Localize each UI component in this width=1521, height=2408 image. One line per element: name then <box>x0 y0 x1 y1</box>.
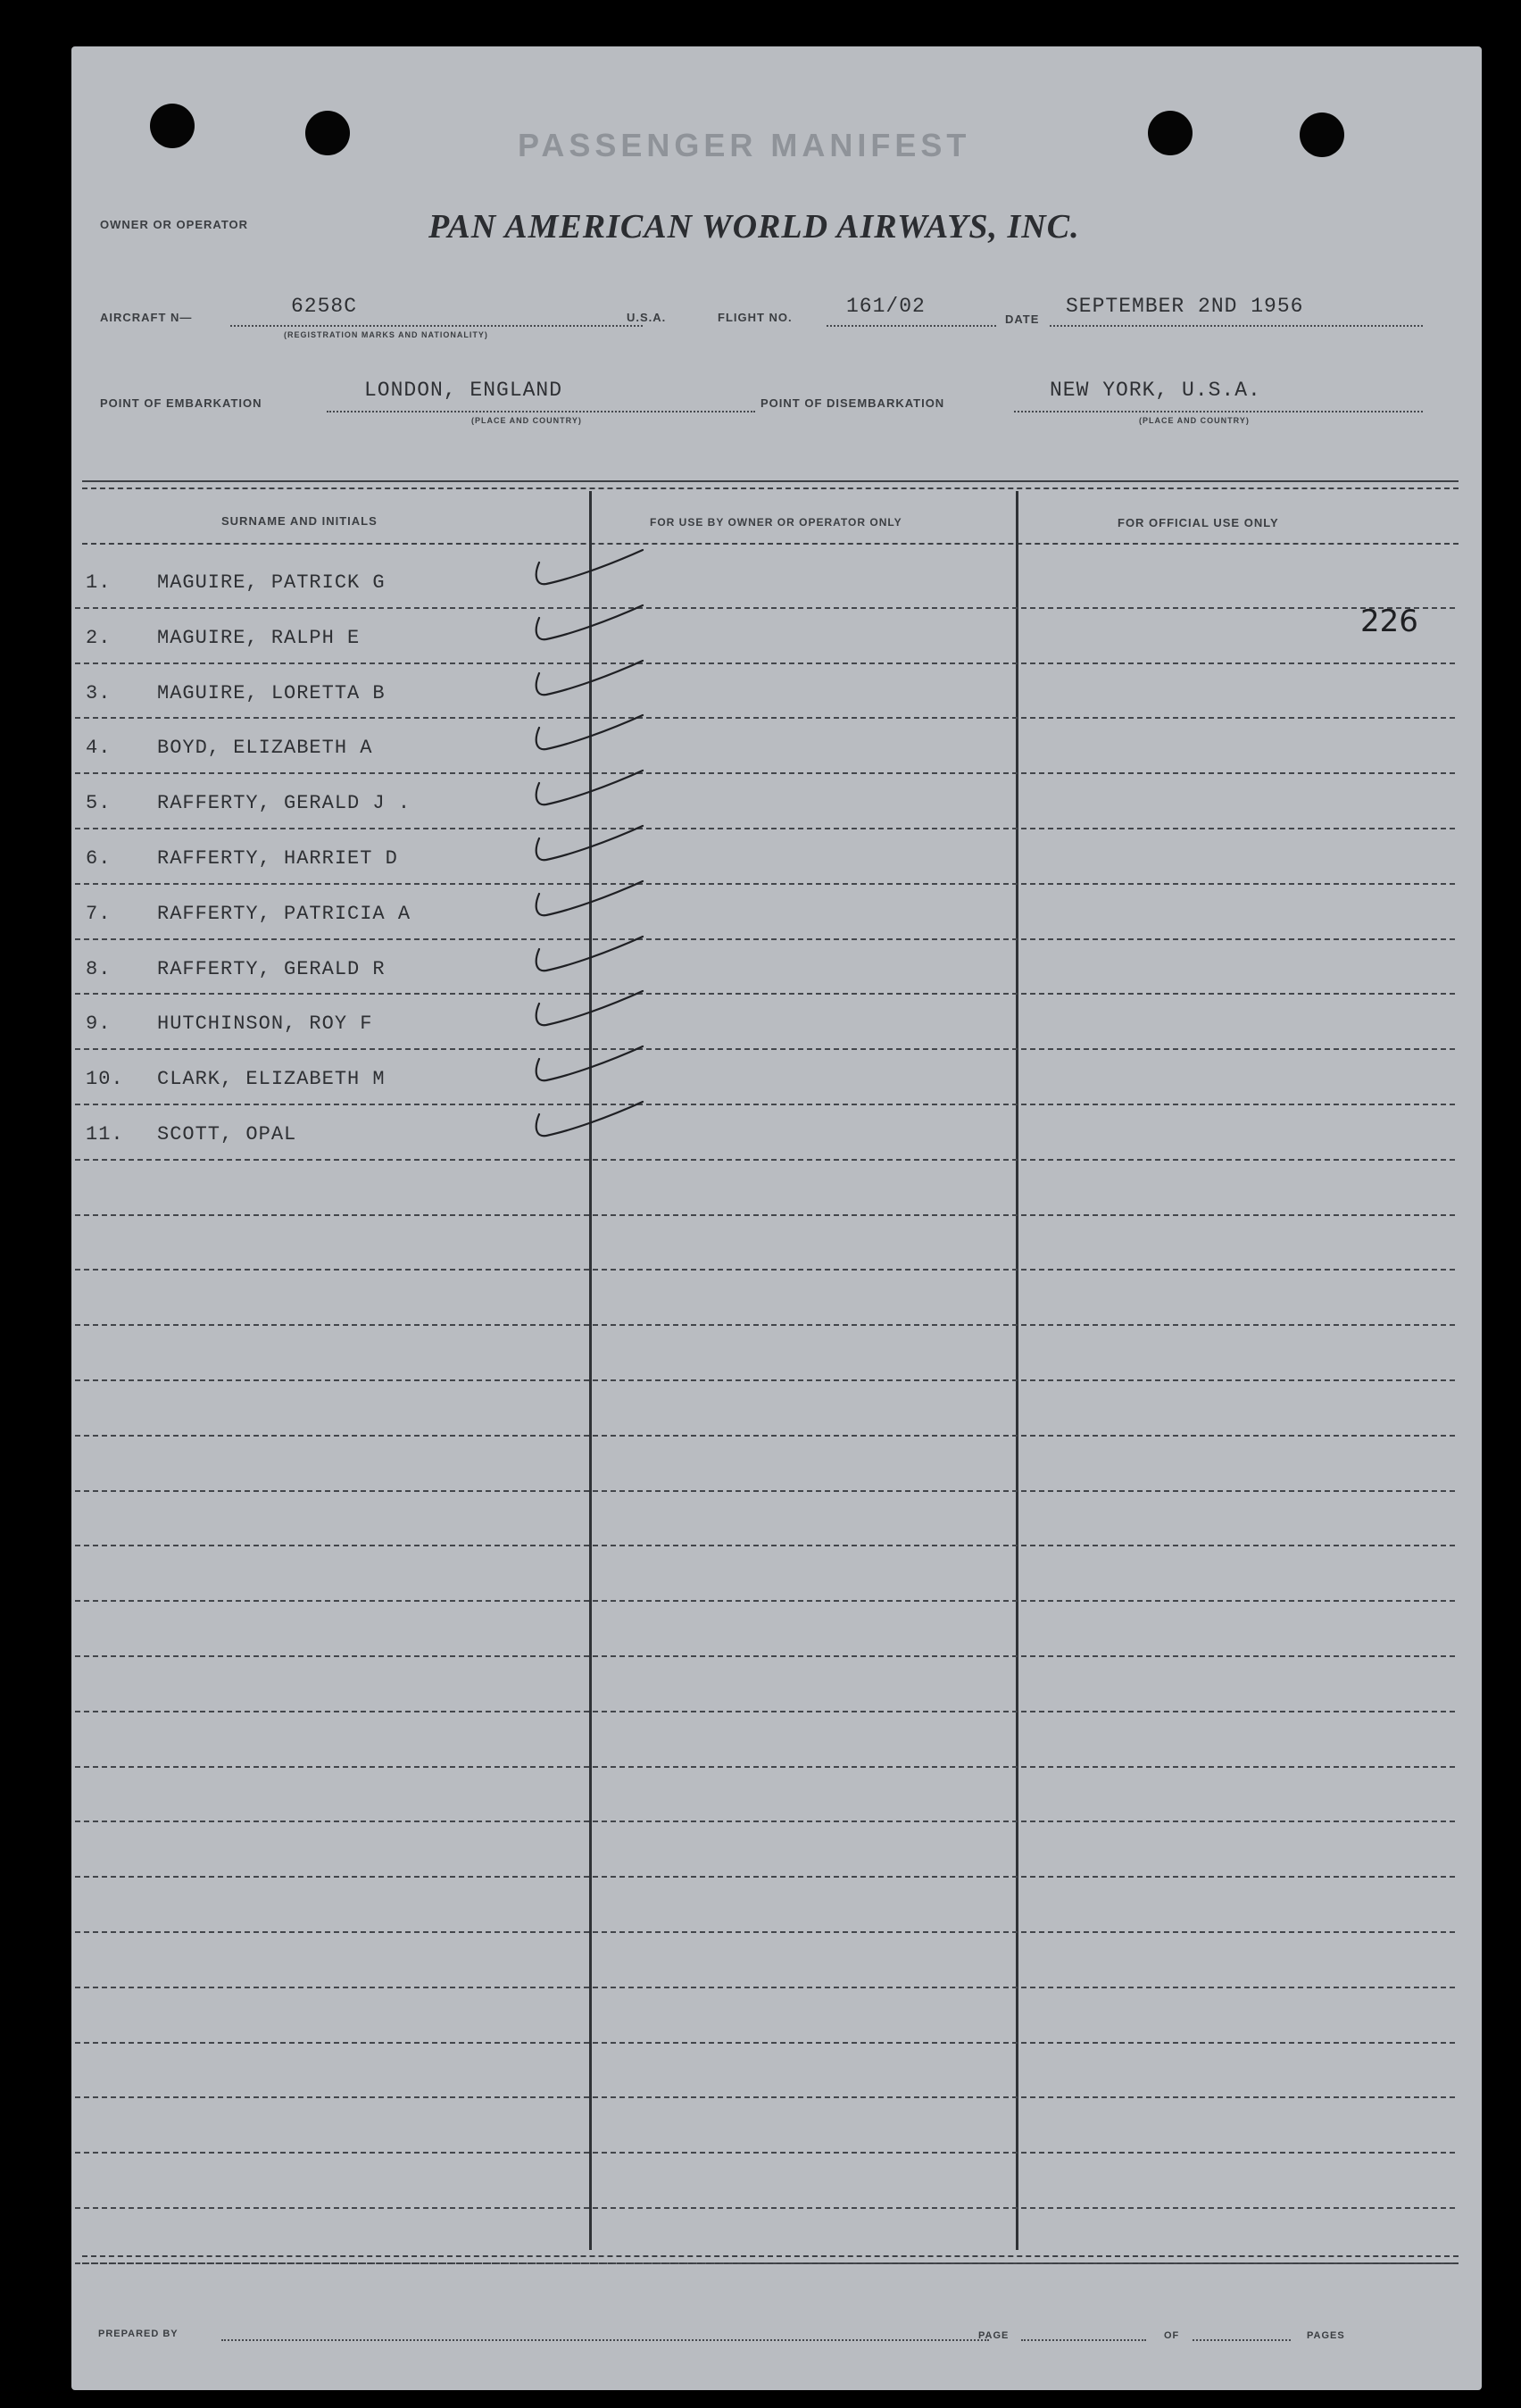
check-mark-icon <box>527 655 652 709</box>
row-rule <box>75 828 1455 829</box>
row-rule <box>75 938 1455 940</box>
passenger-row <box>86 792 411 814</box>
row-rule <box>75 1821 1455 1822</box>
row-rule <box>75 1159 1455 1161</box>
check-mark-icon <box>527 1096 652 1150</box>
check-mark-icon <box>527 710 652 763</box>
passenger-name: RAFFERTY, PATRICIA A <box>157 903 411 925</box>
passenger-name: MAGUIRE, RALPH E <box>157 627 361 649</box>
usa-label: U.S.A. <box>627 311 667 324</box>
disembarkation-value: NEW YORK, U.S.A. <box>1050 379 1261 402</box>
row-rule <box>75 1048 1455 1050</box>
official-stamp-number: 226 <box>1360 604 1418 639</box>
row-rule <box>75 1711 1455 1712</box>
column-header-official-use: FOR OFFICIAL USE ONLY <box>1118 516 1279 529</box>
row-rule <box>75 1490 1455 1492</box>
passenger-name: MAGUIRE, PATRICK G <box>157 571 386 594</box>
passenger-number: 1. <box>86 571 112 594</box>
passenger-number: 10. <box>86 1068 124 1090</box>
check-mark-icon <box>527 1041 652 1095</box>
passenger-name: RAFFERTY, GERALD J . <box>157 792 411 814</box>
date-label: DATE <box>1005 312 1040 326</box>
row-rule <box>75 1545 1455 1546</box>
row-rule <box>75 717 1455 719</box>
row-rule <box>75 1655 1455 1657</box>
row-rule <box>75 1104 1455 1105</box>
passenger-name: BOYD, ELIZABETH A <box>157 737 373 759</box>
embarkation-value: LONDON, ENGLAND <box>364 379 563 402</box>
row-rule <box>75 772 1455 774</box>
footer-prepared-by: PREPARED BY <box>98 2329 179 2339</box>
disembarkation-label: POINT OF DISEMBARKATION <box>760 396 945 410</box>
punch-hole-icon <box>1148 111 1193 155</box>
footer-pages: PAGES <box>1307 2330 1345 2341</box>
row-rule <box>75 1600 1455 1602</box>
check-mark-icon <box>527 876 652 929</box>
footer-page: PAGE <box>978 2330 1010 2341</box>
footer-of: OF <box>1164 2330 1180 2341</box>
passenger-row <box>86 1068 386 1090</box>
passenger-row <box>86 571 386 594</box>
column-header-owner-use: FOR USE BY OWNER OR OPERATOR ONLY <box>650 516 902 529</box>
owner-label: OWNER OR OPERATOR <box>100 218 249 231</box>
flight-value: 161/02 <box>846 295 926 318</box>
date-value: SEPTEMBER 2ND 1956 <box>1066 295 1304 318</box>
passenger-name: RAFFERTY, HARRIET D <box>157 847 398 870</box>
passenger-name: SCOTT, OPAL <box>157 1123 297 1146</box>
owner-value: PAN AMERICAN WORLD AIRWAYS, INC. <box>428 208 1080 246</box>
registration-caption: (REGISTRATION MARKS AND NATIONALITY) <box>284 330 488 339</box>
row-rule <box>75 1379 1455 1381</box>
row-rule <box>75 1766 1455 1768</box>
passenger-number: 3. <box>86 682 112 704</box>
flight-label: FLIGHT NO. <box>718 311 793 324</box>
passenger-row <box>86 737 372 759</box>
row-rule <box>75 2096 1455 2098</box>
row-rule <box>75 883 1455 885</box>
check-mark-icon <box>527 545 652 598</box>
row-rule <box>75 1214 1455 1216</box>
passenger-row <box>86 627 360 649</box>
punch-hole-icon <box>1300 112 1344 157</box>
passenger-number: 11. <box>86 1123 124 1146</box>
check-mark-icon <box>527 986 652 1039</box>
aircraft-label: AIRCRAFT N— <box>100 311 193 324</box>
passenger-row <box>86 1123 296 1146</box>
passenger-number: 9. <box>86 1012 112 1035</box>
passenger-row <box>86 682 386 704</box>
row-rule <box>75 2152 1455 2154</box>
column-header-surname: SURNAME AND INITIALS <box>221 514 378 528</box>
row-rule <box>75 2042 1455 2044</box>
disembarkation-caption: (PLACE AND COUNTRY) <box>1139 416 1250 425</box>
manifest-sheet <box>71 46 1482 2390</box>
passenger-number: 4. <box>86 737 112 759</box>
row-rule <box>75 2207 1455 2209</box>
passenger-name: MAGUIRE, LORETTA B <box>157 682 386 704</box>
check-mark-icon <box>527 765 652 819</box>
embarkation-label: POINT OF EMBARKATION <box>100 396 262 410</box>
row-rule <box>75 1876 1455 1878</box>
passenger-number: 2. <box>86 627 112 649</box>
form-title: PASSENGER MANIFEST <box>518 127 971 163</box>
embarkation-caption: (PLACE AND COUNTRY) <box>471 416 582 425</box>
passenger-row <box>86 958 386 980</box>
passenger-number: 8. <box>86 958 112 980</box>
row-rule <box>75 1931 1455 1933</box>
row-rule <box>75 1987 1455 1988</box>
passenger-number: 5. <box>86 792 112 814</box>
passenger-row <box>86 847 398 870</box>
passenger-row <box>86 903 411 925</box>
aircraft-value: 6258C <box>291 295 358 318</box>
passenger-number: 6. <box>86 847 112 870</box>
passenger-name: RAFFERTY, GERALD R <box>157 958 386 980</box>
row-rule <box>75 993 1455 995</box>
check-mark-icon <box>527 931 652 985</box>
passenger-name: HUTCHINSON, ROY F <box>157 1012 373 1035</box>
row-rule <box>75 607 1455 609</box>
punch-hole-icon <box>305 111 350 155</box>
passenger-name: CLARK, ELIZABETH M <box>157 1068 386 1090</box>
check-mark-icon <box>527 600 652 654</box>
passenger-row <box>86 1012 372 1035</box>
punch-hole-icon <box>150 104 195 148</box>
row-rule <box>75 1324 1455 1326</box>
row-rule <box>75 662 1455 664</box>
passenger-number: 7. <box>86 903 112 925</box>
check-mark-icon <box>527 821 652 874</box>
row-rule <box>75 1435 1455 1437</box>
row-rule <box>75 1269 1455 1271</box>
